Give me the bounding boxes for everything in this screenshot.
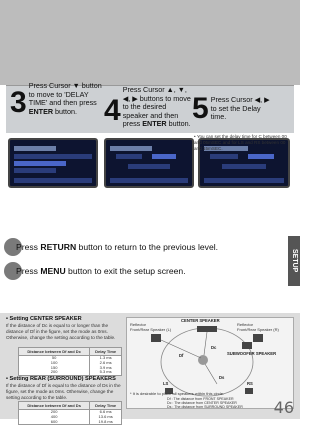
ds-label: Ds — [219, 375, 225, 380]
distance-legend: Df : The distance from FRONT SPEAKER Dc : The distance from CENTER SPEAKER Ds : The distance from SURROUND SPEAKER — [167, 397, 243, 410]
center-delay-table — [18, 347, 122, 376]
table-header: Delay Time — [90, 348, 122, 356]
subwoofer-icon — [242, 342, 252, 349]
header-banner — [0, 0, 300, 85]
menu-instruction: Press MENU button to exit the setup screen. — [4, 262, 186, 280]
setup-screen-step-4 — [104, 138, 194, 188]
page-number: 46 — [273, 398, 294, 417]
rear-delay-table — [18, 401, 122, 425]
table-row: 600 19.8 ms — [19, 420, 122, 425]
setup-side-tab: SETUP — [288, 236, 300, 286]
reflector-right-label: Reflector Front/Rear Speaker (R) — [237, 322, 279, 332]
surround-right-speaker-icon — [245, 388, 253, 394]
section-body: If the distance of Dc is equal to or longer than the distance of Df in the figure, set the mode as 0ms. Otherwise, change the setting according to the table. — [6, 323, 116, 340]
setup-screen-step-3 — [8, 138, 98, 188]
section-body: If the distance of Df is equal to the distance of Ds in the figure, set the mode as 0ms. Otherwise, change the setting according to the table. — [6, 383, 121, 400]
dc-label: Dc — [211, 345, 217, 350]
rs-label: RS — [247, 381, 253, 386]
rear-speaker-section — [6, 376, 124, 400]
step-number: 3 — [10, 86, 27, 119]
front-left-speaker-icon — [151, 334, 161, 342]
listener-icon — [198, 355, 208, 365]
front-right-speaker-icon — [253, 334, 263, 342]
df-label: Df — [179, 353, 184, 358]
ls-label: LS — [163, 381, 169, 386]
delay-note: • You can set the delay time for C between 00 and 05mSEC and for LS and RS between 00 and 15mSEC. — [194, 134, 287, 151]
section-title: • Setting CENTER SPEAKER — [6, 316, 82, 322]
step-4 — [104, 86, 191, 129]
placement-note: * It is desirable to place all speakers within this circle. — [130, 391, 225, 396]
table-row: 400 13.6 ms — [19, 415, 122, 420]
table-row: 200 5.3 ms — [19, 370, 122, 375]
step-number: 5 — [192, 92, 209, 125]
step-5 — [192, 94, 270, 124]
table-header: Delay Time — [90, 402, 122, 410]
reflector-left-label: Reflector Front/Rear Speaker (L) — [130, 322, 172, 332]
center-speaker-section — [6, 316, 124, 340]
step-3 — [10, 81, 102, 119]
step-instruction: Press Cursor ◀, ▶ to set the Delay time. — [210, 95, 270, 122]
table-row: 100 2.6 ms — [19, 361, 122, 366]
subwoofer-label: SUBWOOFER SPEAKER — [227, 351, 277, 356]
table-header: Distance between Df and Dc — [19, 348, 90, 356]
step-number: 4 — [104, 94, 121, 127]
speaker-placement-diagram — [126, 317, 294, 409]
table-header: Distance between Df and Ds — [19, 402, 90, 410]
center-speaker-icon — [197, 326, 217, 332]
table-row: 150 3.9 ms — [19, 366, 122, 371]
table-row: 200 6.6 ms — [19, 410, 122, 415]
center-speaker-label: CENTER SPEAKER — [181, 318, 220, 323]
step-instruction: Press Cursor ▼ button to move to 'DELAY TIME' and then press ENTER button. — [28, 81, 102, 116]
step-instruction: Press Cursor ▲, ▼, ◀, ▶ buttons to move to the desired speaker and then press ENTER button. — [122, 85, 191, 129]
return-instruction: Press RETURN button to return to the previous level. — [4, 238, 218, 256]
table-row: 50 1.3 ms — [19, 356, 122, 361]
section-title: • Setting REAR (SURROUND) SPEAKERS — [6, 376, 116, 382]
